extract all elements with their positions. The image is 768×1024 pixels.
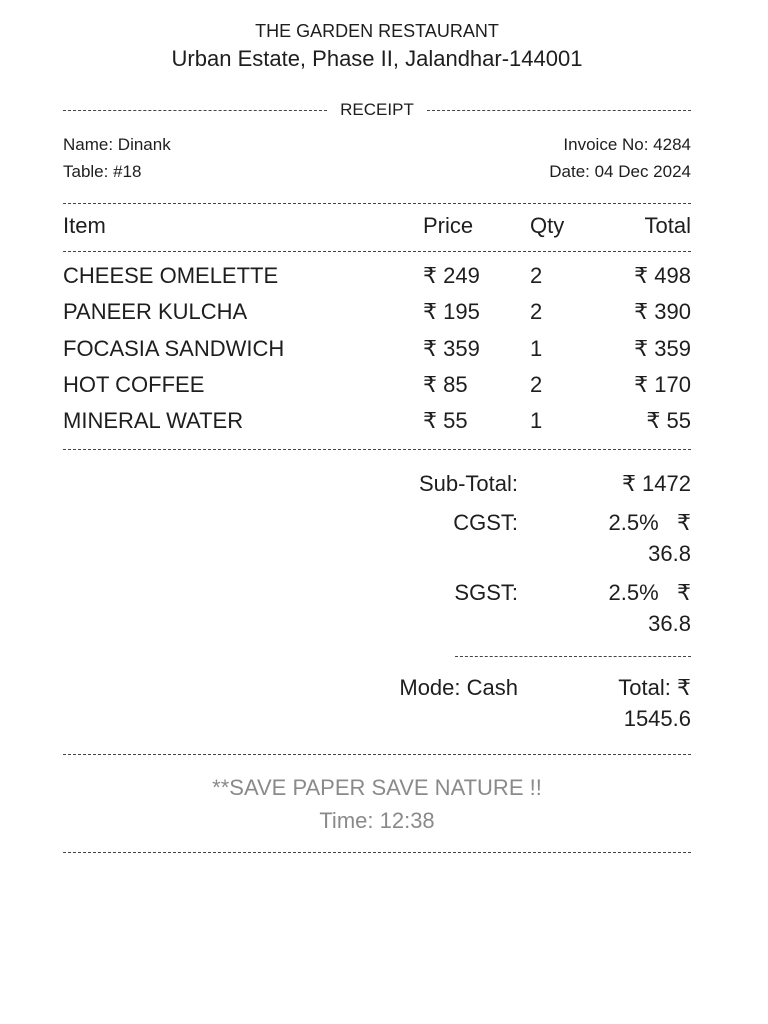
divider bbox=[63, 852, 691, 853]
column-header-price: Price bbox=[423, 213, 474, 238]
restaurant-name: THE GARDEN RESTAURANT bbox=[255, 21, 499, 41]
item-name: CHEESE OMELETTE bbox=[63, 263, 279, 288]
column-header-qty: Qty bbox=[530, 213, 565, 238]
item-price: ₹ 85 bbox=[423, 371, 468, 397]
grand-total-value: 1545.6 bbox=[623, 706, 691, 731]
divider bbox=[63, 449, 691, 450]
table-row bbox=[63, 263, 691, 299]
column-header-total: Total bbox=[644, 213, 691, 238]
subtotal-value: ₹ 1472 bbox=[621, 471, 691, 496]
item-price: ₹ 249 bbox=[423, 263, 480, 288]
table-row bbox=[63, 299, 691, 335]
item-qty: 1 bbox=[530, 335, 543, 361]
item-total: ₹ 55 bbox=[646, 408, 691, 434]
table-header bbox=[63, 213, 691, 243]
invoice-number: Invoice No: 4284 bbox=[563, 135, 691, 154]
subtotal-label: Sub-Total: bbox=[418, 471, 518, 496]
divider bbox=[63, 110, 327, 111]
restaurant-address: Urban Estate, Phase II, Jalandhar-144001 bbox=[171, 46, 583, 71]
divider bbox=[455, 656, 691, 657]
table-row bbox=[63, 408, 691, 444]
sgst-amount: 36.8 bbox=[648, 611, 691, 636]
item-qty: 2 bbox=[530, 371, 543, 397]
grand-total-label: Total: ₹ bbox=[618, 675, 691, 700]
receipt-title: RECEIPT bbox=[340, 100, 414, 119]
item-qty: 1 bbox=[530, 408, 543, 434]
item-total: ₹ 359 bbox=[634, 335, 691, 361]
item-name: PANEER KULCHA bbox=[63, 299, 248, 325]
item-qty: 2 bbox=[530, 299, 543, 325]
divider bbox=[63, 754, 691, 755]
divider bbox=[63, 251, 691, 252]
cgst-label: CGST: bbox=[453, 510, 518, 535]
sgst-rate: 2.5% ₹ bbox=[608, 580, 691, 605]
item-name: HOT COFFEE bbox=[63, 371, 205, 397]
item-total: ₹ 498 bbox=[634, 263, 691, 288]
invoice-date: Date: 04 Dec 2024 bbox=[549, 162, 691, 181]
item-price: ₹ 195 bbox=[423, 299, 480, 325]
sgst-label: SGST: bbox=[454, 580, 518, 605]
footer-time: Time: 12:38 bbox=[319, 808, 435, 833]
receipt-title-row bbox=[63, 100, 691, 120]
divider bbox=[427, 110, 691, 111]
item-name: MINERAL WATER bbox=[63, 408, 244, 434]
cgst-amount: 36.8 bbox=[648, 541, 691, 566]
item-total: ₹ 390 bbox=[634, 299, 691, 325]
customer-name: Name: Dinank bbox=[63, 135, 171, 154]
table-row bbox=[63, 372, 691, 408]
footer-message: **SAVE PAPER SAVE NATURE !! bbox=[212, 775, 542, 800]
item-price: ₹ 359 bbox=[423, 335, 480, 361]
table-row bbox=[63, 336, 691, 372]
item-total: ₹ 170 bbox=[634, 371, 691, 397]
cgst-rate: 2.5% ₹ bbox=[608, 510, 691, 535]
item-qty: 2 bbox=[530, 263, 543, 288]
item-price: ₹ 55 bbox=[423, 408, 468, 434]
table-number: Table: #18 bbox=[63, 162, 142, 181]
item-name: FOCASIA SANDWICH bbox=[63, 335, 285, 361]
item-list bbox=[63, 263, 691, 444]
divider bbox=[63, 203, 691, 204]
column-header-item: Item bbox=[63, 213, 106, 238]
payment-mode: Mode: Cash bbox=[399, 675, 518, 700]
